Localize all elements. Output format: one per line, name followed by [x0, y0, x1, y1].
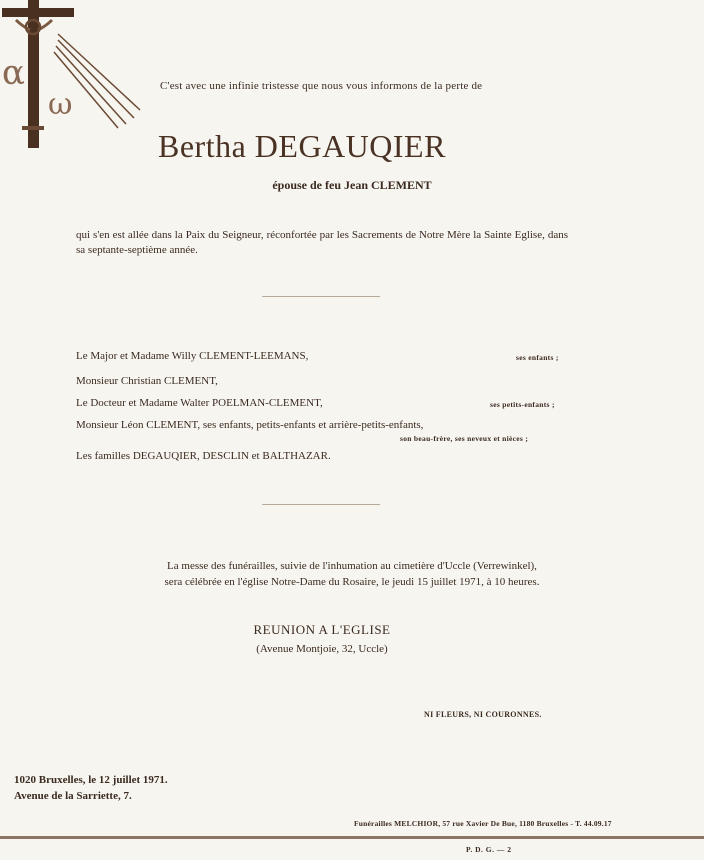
- death-paragraph: qui s'en est allée dans la Paix du Seigneur, réconfortée par les Sacrements de Notre Mère la Sainte Eglise, dans sa septante-septième année.: [76, 229, 568, 256]
- no-flowers-notice: NI FLEURS, NI COURONNES.: [424, 710, 542, 719]
- funeral-line-1: La messe des funérailles, suivie de l'inhumation au cimetière d'Uccle (Verrewinkel),: [167, 560, 537, 572]
- family-note-3: ses petits-enfants ;: [490, 400, 555, 409]
- intro-text: C'est avec une infinie tristesse que nous vous informons de la perte de: [160, 80, 483, 92]
- document-code: P. D. G. — 2: [466, 845, 512, 854]
- family-line-5: Les familles DEGAUQIER, DESCLIN et BALTHAZAR.: [76, 450, 331, 462]
- spouse-line: épouse de feu Jean CLEMENT: [272, 178, 432, 192]
- funeral-line-2: sera célébrée en l'église Notre-Dame du Rosaire, le jeudi 15 juillet 1971, à 10 heures.: [164, 576, 540, 588]
- family-line-4: Monsieur Léon CLEMENT, ses enfants, petits-enfants et arrière-petits-enfants,: [76, 419, 424, 431]
- cross-alpha-omega-icon: [0, 0, 150, 150]
- reunion-title: REUNION A L'EGLISE: [253, 622, 391, 637]
- footer-band: [0, 836, 704, 839]
- divider-bottom: [262, 504, 380, 505]
- family-line-1: Le Major et Madame Willy CLEMENT-LEEMANS,: [76, 350, 309, 362]
- printer-credit: Funérailles MELCHIOR, 57 rue Xavier De Bue, 1180 Bruxelles - T. 44.09.17: [354, 819, 612, 828]
- address-line: Avenue de la Sarriette, 7.: [14, 790, 132, 802]
- alpha-symbol: α: [2, 53, 25, 93]
- family-note-1: ses enfants ;: [516, 353, 559, 362]
- family-line-2: Monsieur Christian CLEMENT,: [76, 375, 218, 387]
- omega-symbol: ω: [48, 87, 73, 122]
- family-note-4: son beau-frère, ses neveux et nièces ;: [400, 434, 529, 443]
- reunion-address: (Avenue Montjoie, 32, Uccle): [256, 643, 388, 655]
- deceased-name: Bertha DEGAUQIER: [158, 128, 446, 164]
- divider-top: [262, 296, 380, 297]
- family-line-3: Le Docteur et Madame Walter POELMAN-CLEMENT,: [76, 397, 323, 409]
- place-date-line: 1020 Bruxelles, le 12 juillet 1971.: [14, 774, 168, 786]
